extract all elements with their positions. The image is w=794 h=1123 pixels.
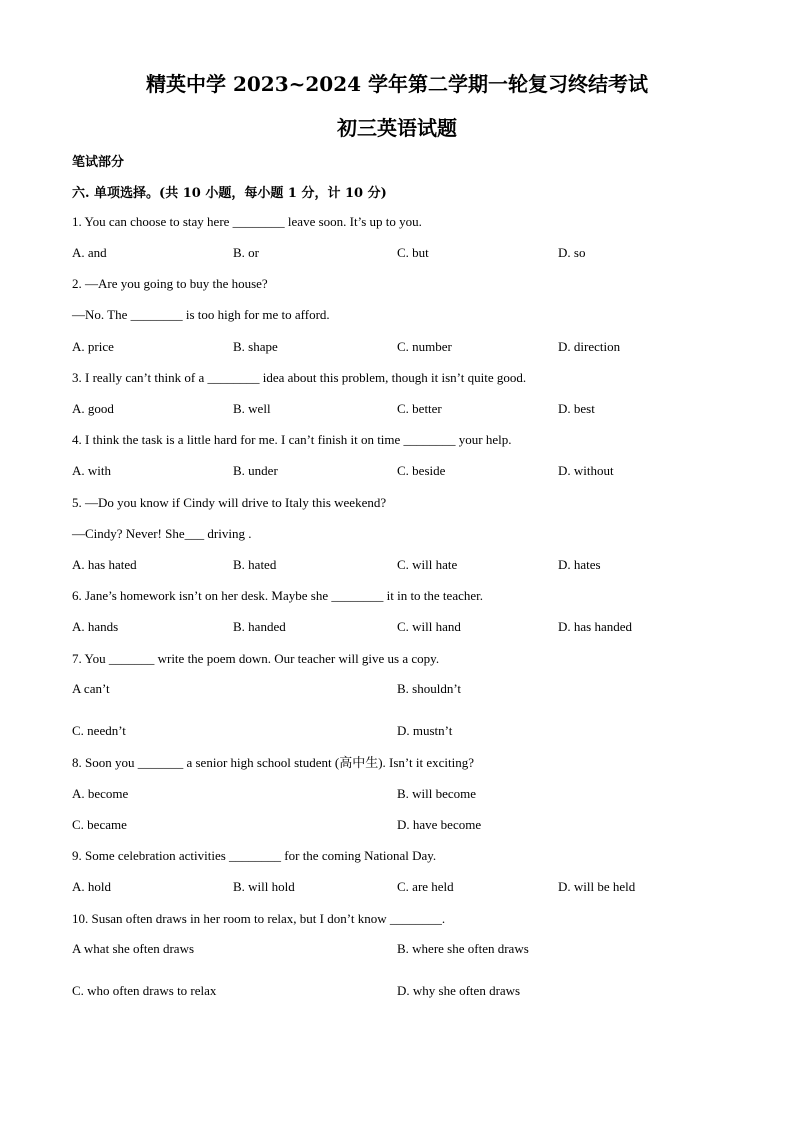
exam-subtitle: 初三英语试题	[337, 116, 457, 140]
q5-option-b: B. hated	[233, 557, 277, 572]
q3-option-c: C. better	[397, 401, 442, 416]
q1-option-a: A. and	[72, 245, 107, 260]
q7-option-a: A can’t	[72, 681, 110, 696]
q3-option-d: D. best	[558, 401, 595, 416]
section-part6-heading: 六. 单项选择。(共 10 小题，每小题 1 分，计 10 分)	[72, 186, 387, 201]
q6-option-b: B. handed	[233, 619, 286, 634]
question-2-stem: 2. —Are you going to buy the house?	[72, 276, 268, 291]
q8-option-d: D. have become	[397, 817, 482, 832]
q7-option-b: B. shouldn’t	[397, 681, 462, 696]
q9-option-b: B. will hold	[233, 879, 295, 894]
q3-option-a: A. good	[72, 401, 114, 416]
question-5-stem: 5. —Do you know if Cindy will drive to Italy this weekend?	[72, 495, 387, 510]
q3-option-b: B. well	[233, 401, 271, 416]
question-6-stem: 6. Jane’s homework isn’t on her desk. Maybe she ________ it in to the teacher.	[72, 588, 483, 603]
q10-option-d: D. why she often draws	[397, 983, 521, 998]
q6-option-c: C. will hand	[397, 619, 461, 634]
q9-option-c: C. are held	[397, 879, 454, 894]
q1-option-c: C. but	[397, 245, 429, 260]
question-9-stem: 9. Some celebration activities ________ for the coming National Day.	[72, 848, 437, 863]
section-written: 笔试部分	[72, 155, 125, 170]
question-2-stem-reply: —No. The ________ is too high for me to afford.	[72, 307, 330, 322]
q9-option-d: D. will be held	[558, 879, 636, 894]
q6-option-a: A. hands	[72, 619, 119, 634]
q9-option-a: A. hold	[72, 879, 111, 894]
q7-option-d: D. mustn’t	[397, 723, 453, 738]
question-4-stem: 4. I think the task is a little hard for me. I can’t finish it on time ________ your help.	[72, 432, 512, 447]
q2-option-d: D. direction	[558, 339, 621, 354]
q7-option-c: C. needn’t	[72, 723, 126, 738]
question-7-stem: 7. You _______ write the poem down. Our teacher will give us a copy.	[72, 651, 440, 666]
question-5-stem-reply: —Cindy? Never! She___ driving .	[72, 526, 252, 541]
q6-option-d: D. has handed	[558, 619, 633, 634]
exam-title: 精英中学 2023~2024 学年第二学期一轮复习终结考试	[145, 72, 648, 96]
q5-option-c: C. will hate	[397, 557, 458, 572]
q8-option-b: B. will become	[397, 786, 477, 801]
q5-option-a: A. has hated	[72, 557, 137, 572]
q4-option-b: B. under	[233, 463, 278, 478]
q2-option-c: C. number	[397, 339, 452, 354]
question-8-stem: 8. Soon you _______ a senior high school student (高中生). Isn’t it exciting?	[72, 755, 474, 770]
q2-option-a: A. price	[72, 339, 114, 354]
q10-option-b: B. where she often draws	[397, 941, 529, 956]
q8-option-a: A. become	[72, 786, 129, 801]
question-3-stem: 3. I really can’t think of a ________ idea about this problem, though it isn’t quite good.	[72, 370, 527, 385]
question-10-stem: 10. Susan often draws in her room to relax, but I don’t know ________.	[72, 911, 446, 926]
q8-option-c: C. became	[72, 817, 127, 832]
q10-option-a: A what she often draws	[72, 941, 195, 956]
q1-option-b: B. or	[233, 245, 259, 260]
q4-option-c: C. beside	[397, 463, 446, 478]
q10-option-c: C. who often draws to relax	[72, 983, 217, 998]
question-1-stem: 1. You can choose to stay here ________ leave soon. It’s up to you.	[72, 214, 422, 229]
q4-option-a: A. with	[72, 463, 111, 478]
q5-option-d: D. hates	[558, 557, 601, 572]
q1-option-d: D. so	[558, 245, 586, 260]
q2-option-b: B. shape	[233, 339, 278, 354]
q4-option-d: D. without	[558, 463, 614, 478]
